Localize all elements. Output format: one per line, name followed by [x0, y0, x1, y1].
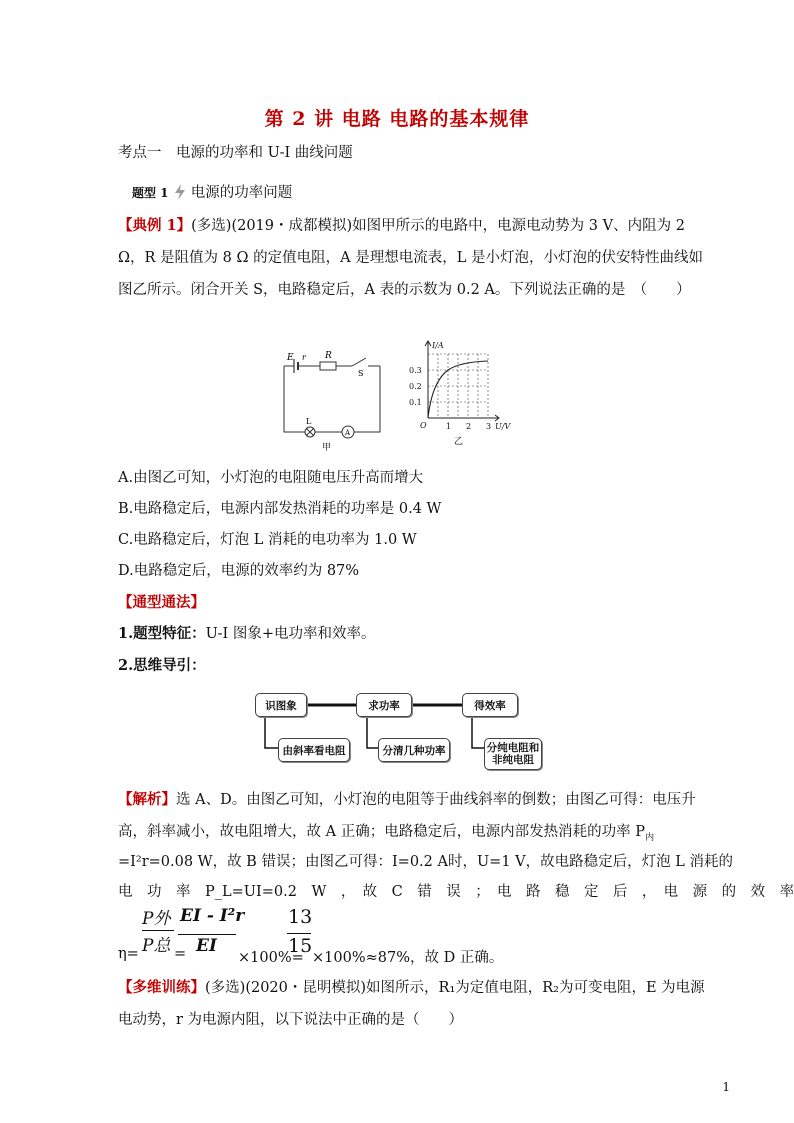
- ytick-01: 0.1: [409, 398, 422, 407]
- guide-label: 2.思维导引：: [118, 657, 206, 674]
- times-100-1: ×100%=: [238, 950, 304, 966]
- analysis-line-4: 电 功 率 P_L=UI=0.2 W ， 故 C 错 误 ； 电 路 稳 定 后 ， 电 源 的 效 率: [118, 884, 794, 900]
- option-d: D.电路稳定后，电源的效率约为 87%: [118, 563, 360, 579]
- xtick-1: 1: [446, 422, 452, 431]
- flow-detail-3: 分纯电阻和 非纯电阻: [484, 738, 542, 770]
- feature-text: U-I 图象+电功率和效率。: [205, 626, 376, 642]
- graph-origin: O: [420, 421, 427, 430]
- label-E: E: [287, 353, 294, 363]
- label-A: A: [345, 429, 351, 437]
- frac1-num: P外: [142, 909, 171, 929]
- feature-label: 1.题型特征：: [118, 625, 206, 642]
- flow-detail-2: 分清几种功率: [378, 738, 450, 762]
- ytick-02: 0.2: [409, 382, 422, 391]
- flow-step-1: 识图象: [255, 693, 307, 717]
- training-line-1: [118, 978, 705, 998]
- xtick-3: 3: [486, 422, 492, 431]
- training-line-2: 电动势，r 为电源内阻，以下说法中正确的是（ ）: [118, 1012, 464, 1028]
- example-label: 【典例 1】: [118, 217, 192, 234]
- sub-inner: 内: [645, 832, 655, 843]
- page-number: 1: [722, 1080, 730, 1094]
- iv-graph: [398, 336, 516, 452]
- option-c: C.电路稳定后，灯泡 L 消耗的电功率为 1.0 W: [118, 532, 417, 548]
- graph-xlabel: U/V: [495, 422, 511, 431]
- flow-detail-1: 由斜率看电阻: [278, 738, 350, 762]
- analysis-text-2: 高，斜率减小，故电阻增大，故 A 正确；电路稳定后，电源内部发热消耗的功率 P: [118, 824, 646, 840]
- eta-prefix: η=: [118, 946, 139, 962]
- example-text: (多选)(2019・成都模拟)如图甲所示的电路中，电源电动势为 3 V、内阻为 2: [191, 218, 685, 234]
- xtick-2: 2: [466, 422, 472, 431]
- example-line-3: 图乙所示。闭合开关 S，电路稳定后，A 表的示数为 0.2 A。下列说法正确的是 （ ）: [118, 282, 691, 298]
- label-R: R: [325, 351, 332, 361]
- example-line-2: Ω，R 是阻值为 8 Ω 的定值电阻，A 是理想电流表，L 是小灯泡，小灯泡的伏安特性曲线如: [118, 250, 703, 266]
- flow-step-3: 得效率: [462, 693, 518, 717]
- frac3-num: 13: [288, 906, 313, 928]
- lightning-icon: [174, 184, 186, 200]
- graph-ylabel: I/A: [432, 341, 444, 350]
- analysis-tail: ×100%≈87%，故 D 正确。: [312, 950, 504, 966]
- option-a: A.由图乙可知，小灯泡的电阻随电压升高而增大: [118, 470, 424, 486]
- label-S: S: [358, 369, 364, 378]
- analysis-text-1: 选 A、D。由图乙可知，小灯泡的电阻等于曲线斜率的倒数；由图乙可得：电压升: [176, 792, 696, 808]
- frac2-num: EI - I²r: [180, 906, 245, 926]
- analysis-label: 【解析】: [118, 791, 176, 808]
- analysis-line-3: =I²r=0.08 W，故 B 错误；由图乙可得：I=0.2 A时，U=1 V，故电路稳定后，灯泡 L 消耗的: [118, 854, 733, 870]
- flow-step-2: 求功率: [356, 693, 412, 717]
- graph-caption: 乙: [454, 437, 464, 447]
- analysis-line-1: [118, 790, 696, 810]
- frac3-den: 15: [288, 935, 313, 957]
- training-text-1: (多选)(2020・昆明模拟)如图所示，R₁为定值电阻，R₂为可变电阻，E 为电源: [205, 980, 705, 996]
- circuit-caption: 甲: [322, 443, 332, 453]
- frac2-bar: [178, 934, 236, 935]
- type-title: 电源的功率问题: [190, 185, 293, 201]
- example-line-1: [118, 216, 685, 236]
- eq-sign: =: [174, 946, 187, 962]
- option-b: B.电路稳定后，电源内部发热消耗的功率是 0.4 W: [118, 501, 442, 517]
- frac3-bar: [287, 933, 311, 934]
- analysis-line-2: [118, 822, 654, 848]
- type-heading: [132, 182, 292, 203]
- training-label: 【多维训练】: [118, 979, 205, 996]
- type-tag: 题型 1: [132, 186, 169, 200]
- circuit-diagram: [276, 344, 388, 454]
- label-r: r: [302, 353, 306, 362]
- method-label: 【通型通法】: [118, 594, 205, 611]
- feature-line: [118, 624, 376, 644]
- section-heading: 考点一 电源的功率和 U-I 曲线问题: [118, 145, 353, 161]
- label-L: L: [306, 417, 312, 426]
- frac2-den: EI: [196, 936, 217, 956]
- ytick-03: 0.3: [409, 366, 422, 375]
- page-title: 第 2 讲 电路 电路的基本规律: [264, 108, 530, 130]
- frac1-den: P总: [142, 936, 171, 956]
